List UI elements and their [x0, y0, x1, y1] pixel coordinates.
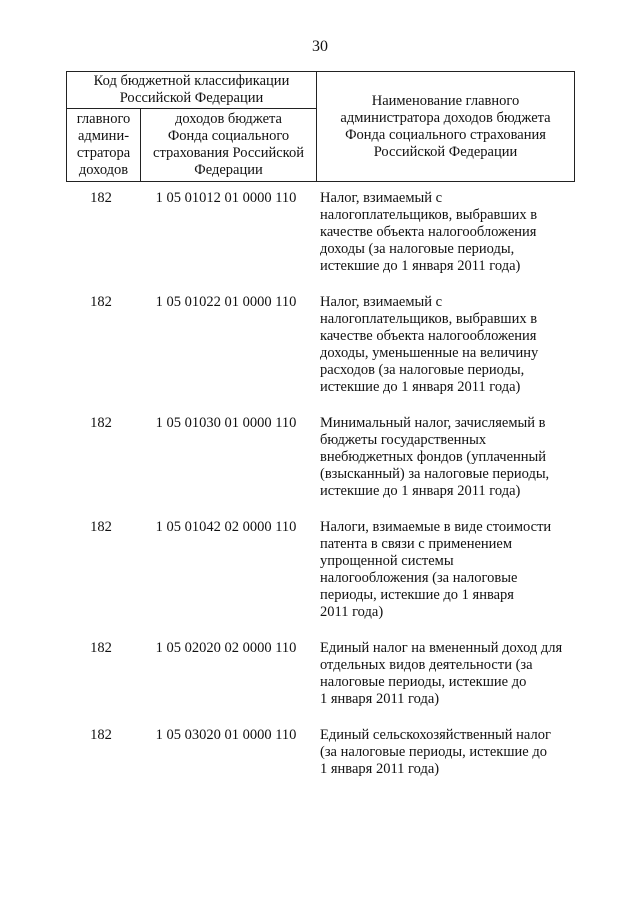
row-description: Налог, взимаемый с налогоплательщиков, выбравших в качестве объекта налогообложения доходы, уменьшенные на величину расходов (за налоговые периоды, истекшие до 1 января 2011 года) — [320, 294, 539, 395]
row-budget-code: 1 05 01022 01 0000 110 — [155, 294, 297, 310]
table-header — [66, 71, 575, 182]
header-col-name: Наименование главного администратора доходов бюджета Фонда социального страхования Российской Федерации — [317, 72, 575, 182]
page-number: 30 — [312, 38, 328, 55]
row-admin-code: 182 — [90, 519, 112, 535]
row-description: Налог, взимаемый с налогоплательщиков, выбравших в качестве объекта налогообложения доходы (за налоговые периоды, истекшие до 1 января 2011 года) — [320, 190, 538, 274]
header-col-admin: главного админи- стратора доходов — [67, 109, 141, 182]
row-budget-code: 1 05 01042 02 0000 110 — [155, 519, 297, 535]
row-budget-code: 1 05 03020 01 0000 110 — [155, 727, 297, 743]
row-budget-code: 1 05 01030 01 0000 110 — [155, 415, 297, 431]
row-admin-code: 182 — [90, 294, 112, 310]
row-admin-code: 182 — [90, 727, 112, 743]
row-budget-code: 1 05 02020 02 0000 110 — [155, 640, 297, 656]
row-description: Налоги, взимаемые в виде стоимости патента в связи с применением упрощенной системы налогообложения (за налоговые периоды, истекшие до 1 января 2011 года) — [320, 519, 552, 620]
header-row-top — [67, 72, 575, 109]
header-col-code: доходов бюджета Фонда социального страхования Российской Федерации — [141, 109, 317, 182]
row-admin-code: 182 — [90, 190, 112, 206]
row-admin-code: 182 — [90, 415, 112, 431]
row-budget-code: 1 05 01012 01 0000 110 — [155, 190, 297, 206]
row-description: Минимальный налог, зачисляемый в бюджеты государственных внебюджетных фондов (уплаченный (взысканный) за налоговые периоды, истекшие до 1 января 2011 года) — [320, 415, 550, 499]
header-group-label: Код бюджетной классификации Российской Федерации — [67, 72, 317, 109]
row-description: Единый налог на вмененный доход для отдельных видов деятельности (за налоговые периоды, истекшие до 1 января 2011 года) — [320, 640, 563, 707]
row-description: Единый сельскохозяйственный налог (за налоговые периоды, истекшие до 1 января 2011 года) — [320, 727, 551, 777]
row-admin-code: 182 — [90, 640, 112, 656]
